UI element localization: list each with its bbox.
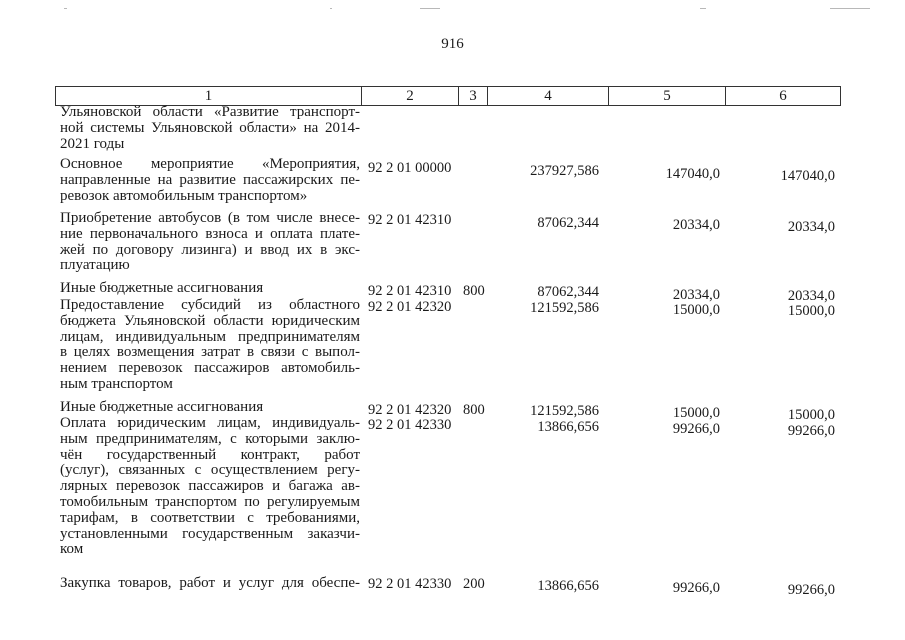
row-description — [60, 281, 360, 297]
amount-col-5: 15000,0 — [672, 302, 720, 318]
amount-col-4: 87062,344 — [537, 215, 599, 231]
page-number: 916 — [441, 36, 464, 52]
description-line: ревозок автомобильным транспортом» — [60, 187, 308, 204]
expense-type: 800 — [463, 283, 485, 299]
description-line: 2021 годы — [60, 135, 125, 152]
amount-col-4: 121592,586 — [530, 300, 599, 316]
amount-col-5: 15000,0 — [672, 405, 720, 421]
row-description — [60, 298, 360, 393]
description-line: ным предпринимателям, с которыми заклю- — [60, 430, 360, 447]
amount-col-6: 99266,0 — [787, 423, 835, 439]
budget-code: 92 2 01 42320 — [368, 299, 452, 315]
description-line: Закупка товаров, работ и услуг для обеспе- — [60, 575, 360, 591]
scan-artifact — [330, 8, 332, 9]
amount-col-4: 121592,586 — [530, 403, 599, 419]
amount-col-4: 13866,656 — [537, 578, 599, 594]
budget-code: 92 2 01 00000 — [368, 160, 452, 176]
description-line: (услуг), связанных с осуществлением регу- — [60, 462, 360, 479]
description-line: ком — [60, 541, 84, 558]
description-line: Иные бюджетные ассигнования — [60, 399, 264, 415]
header-col-1: 1 — [56, 87, 362, 105]
amount-col-4: 87062,344 — [537, 284, 599, 300]
amount-col-6: 15000,0 — [787, 407, 835, 423]
expense-type: 200 — [463, 576, 485, 592]
budget-code: 92 2 01 42310 — [368, 212, 452, 228]
description-line: лярных перевозок пассажиров и багажа ав- — [60, 478, 360, 495]
description-line: Ульяновской области «Развитие транспорт- — [60, 104, 360, 120]
description-line: Оплата юридическим лицам, индивидуаль- — [60, 415, 360, 431]
amount-col-6: 99266,0 — [787, 582, 835, 598]
description-line: установленными государственным заказчи- — [60, 525, 360, 542]
description-line: ной системы Ульяновской области» на 2014- — [60, 119, 360, 136]
budget-code: 92 2 01 42310 — [368, 283, 452, 299]
description-line: ние первоначального взноса и оплата плате- — [60, 225, 360, 242]
description-line: Приобретение автобусов (в том числе внесе- — [60, 210, 360, 226]
description-line: тарифам, в соответствии с требованиями, — [60, 509, 360, 526]
amount-col-6: 20334,0 — [787, 288, 835, 304]
amount-col-4: 13866,656 — [537, 419, 599, 435]
description-line: Предоставление субсидий из областного — [60, 297, 360, 313]
row-description — [60, 211, 360, 274]
description-line: лицам, индивидуальным предпринимателям — [60, 328, 360, 345]
scan-artifact — [420, 8, 440, 9]
amount-col-5: 99266,0 — [672, 580, 720, 596]
description-line: томобильным транспортом по регулируемым — [60, 493, 360, 510]
description-line: бюджета Ульяновской области юридическим — [60, 312, 360, 329]
amount-col-5: 147040,0 — [665, 166, 720, 182]
row-description — [60, 416, 360, 558]
header-col-5: 5 — [609, 87, 726, 105]
scan-artifact — [830, 8, 870, 9]
amount-col-4: 237927,586 — [530, 163, 599, 179]
amount-col-5: 20334,0 — [672, 217, 720, 233]
amount-col-5: 99266,0 — [672, 421, 720, 437]
header-col-4: 4 — [488, 87, 609, 105]
budget-code: 92 2 01 42330 — [368, 417, 452, 433]
table-header — [55, 86, 841, 106]
amount-col-6: 147040,0 — [780, 168, 835, 184]
header-col-6: 6 — [779, 88, 787, 104]
scan-artifact — [64, 8, 67, 9]
description-line: ным транспортом — [60, 375, 173, 392]
amount-col-5: 20334,0 — [672, 287, 720, 303]
scan-artifact — [700, 8, 706, 9]
description-line: плуатацию — [60, 257, 130, 274]
description-line: в целях возмещения затрат в связи с выпол- — [60, 344, 360, 361]
description-line: нением перевозок пассажиров автомобиль- — [60, 360, 360, 377]
header-col-2: 2 — [362, 87, 459, 105]
description-line: чён государственный контракт, работ — [60, 446, 360, 463]
description-line: Иные бюджетные ассигнования — [60, 280, 264, 296]
amount-col-6: 20334,0 — [787, 219, 835, 235]
amount-col-6: 15000,0 — [787, 303, 835, 319]
expense-type: 800 — [463, 402, 485, 418]
budget-code: 92 2 01 42320 — [368, 402, 452, 418]
row-description — [60, 157, 360, 204]
description-line: Основное мероприятие «Мероприятия, — [60, 156, 360, 172]
row-description — [60, 400, 360, 416]
budget-code: 92 2 01 42330 — [368, 576, 452, 592]
description-line: жей по договору лизинга) и ввод их в экс- — [60, 241, 360, 258]
row-description — [60, 105, 360, 152]
description-line: направленные на развитие пассажирских пе- — [60, 171, 360, 188]
row-description — [60, 576, 360, 592]
header-col-3: 3 — [459, 87, 488, 105]
